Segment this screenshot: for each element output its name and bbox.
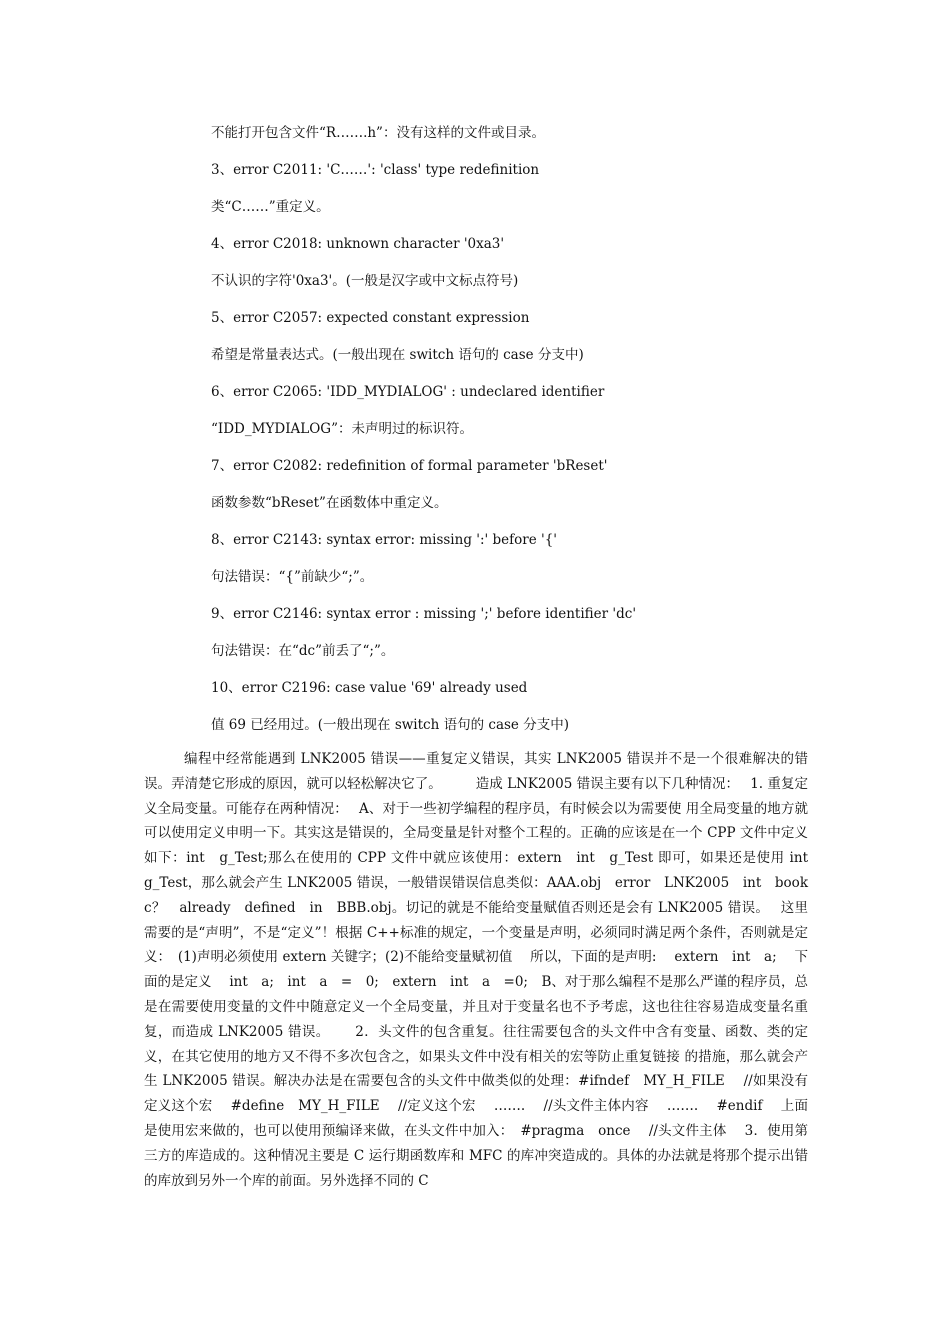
- text-line: 10、error C2196: case value '69' already used: [211, 680, 528, 696]
- text-line: 希望是常量表达式。(一般出现在 switch 语句的 case 分支中): [211, 347, 584, 363]
- text-line: 不能打开包含文件“R…….h”：没有这样的文件或目录。: [211, 125, 545, 141]
- text-line: 7、error C2082: redefinition of formal parameter 'bReset': [211, 458, 608, 474]
- text-line: 句法错误：“{”前缺少“;”。: [211, 569, 374, 585]
- text-line: 类“C……”重定义。: [211, 199, 330, 215]
- text-line: 6、error C2065: 'IDD_MYDIALOG' : undeclared identifier: [211, 384, 605, 400]
- text-line: “IDD_MYDIALOG”：未声明过的标识符。: [211, 421, 473, 437]
- text-line: 不认识的字符'0xa3'。(一般是汉字或中文标点符号): [211, 273, 519, 289]
- text-line: 值 69 已经用过。(一般出现在 switch 语句的 case 分支中): [211, 717, 569, 733]
- text-line: 句法错误：在“dc”前丢了“;”。: [211, 643, 395, 659]
- text-line: 4、error C2018: unknown character '0xa3': [211, 236, 505, 252]
- text-line: 9、error C2146: syntax error : missing ';' before identifier 'dc': [211, 606, 637, 622]
- text-line: 函数参数“bReset”在函数体中重定义。: [211, 495, 448, 511]
- text-line: 3、error C2011: 'C……': 'class' type redefinition: [211, 162, 540, 178]
- text-line: 8、error C2143: syntax error: missing ':' before '{': [211, 532, 558, 548]
- body-paragraph: 编程中经常能遇到 LNK2005 错误——重复定义错误，其实 LNK2005 错误并不是一个很难解决的错误。弄清楚它形成的原因，就可以轻松解决它了。 造成 LNK2005 错误主要有以下几种情况： 1. 重复定义全局变量。可能存在两种情况： A、对于一些初学编程的程序员，有时候会以为需要使 用全局变量的地方就可以使用定义申明一下。其实这是错误的，全局变量是针对整个工程的。正确的应该是在一个 CPP 文件中定义如下：int g_Test;那么在使用的 CPP 文件中就应该使用：extern int g_Test 即可，如果还是使用 int g_Test，那么就会产生 LNK2005 错误，一般错误错误信息类似：AAA.obj error LNK2005 int book c？ already defined in BBB.obj。切记的就是不能给变量赋值否则还是会有 LNK2005 错误。 这里需要的是“声明”，不是“定义”！根据 C++标准的规定，一个变量是声明，必须同时满足两个条件，否则就是定义： (1)声明必须使用 extern 关键字；(2)不能给变量赋初值 所以，下面的是声明: extern int a; 下面的是定义 int a; int a = 0; extern int a =0; B、对于那么编程不是那么严谨的程序员，总是在需要使用变量的文件中随意定义一个全局变量，并且对于变量名也不予考虑，这也往往容易造成变量名重复，而造成 LNK2005 错误。 2．头文件的包含重复。往往需要包含的头文件中含有变量、函数、类的定义，在其它使用的地方又不得不多次包含之，如果头文件中没有相关的宏等防止重复链接 的措施，那么就会产生 LNK2005 错误。解决办法是在需要包含的头文件中做类似的处理：#ifndef MY_H_FILE //如果没有定义这个宏 #define MY_H_FILE //定义这个宏 ……. //头文件主体内容 ……. #endif 上面是使用宏来做的，也可以使用预编译来做，在头文件中加入： #pragma once //头文件主体 3．使用第三方的库造成的。这种情况主要是 C 运行期函数库和 MFC 的库冲突造成的。具体的办法就是将那个提示出错的库放到另外一个库的前面。另外选择不同的 C: [144, 751, 822, 1189]
- text-line: 5、error C2057: expected constant expression: [211, 310, 530, 326]
